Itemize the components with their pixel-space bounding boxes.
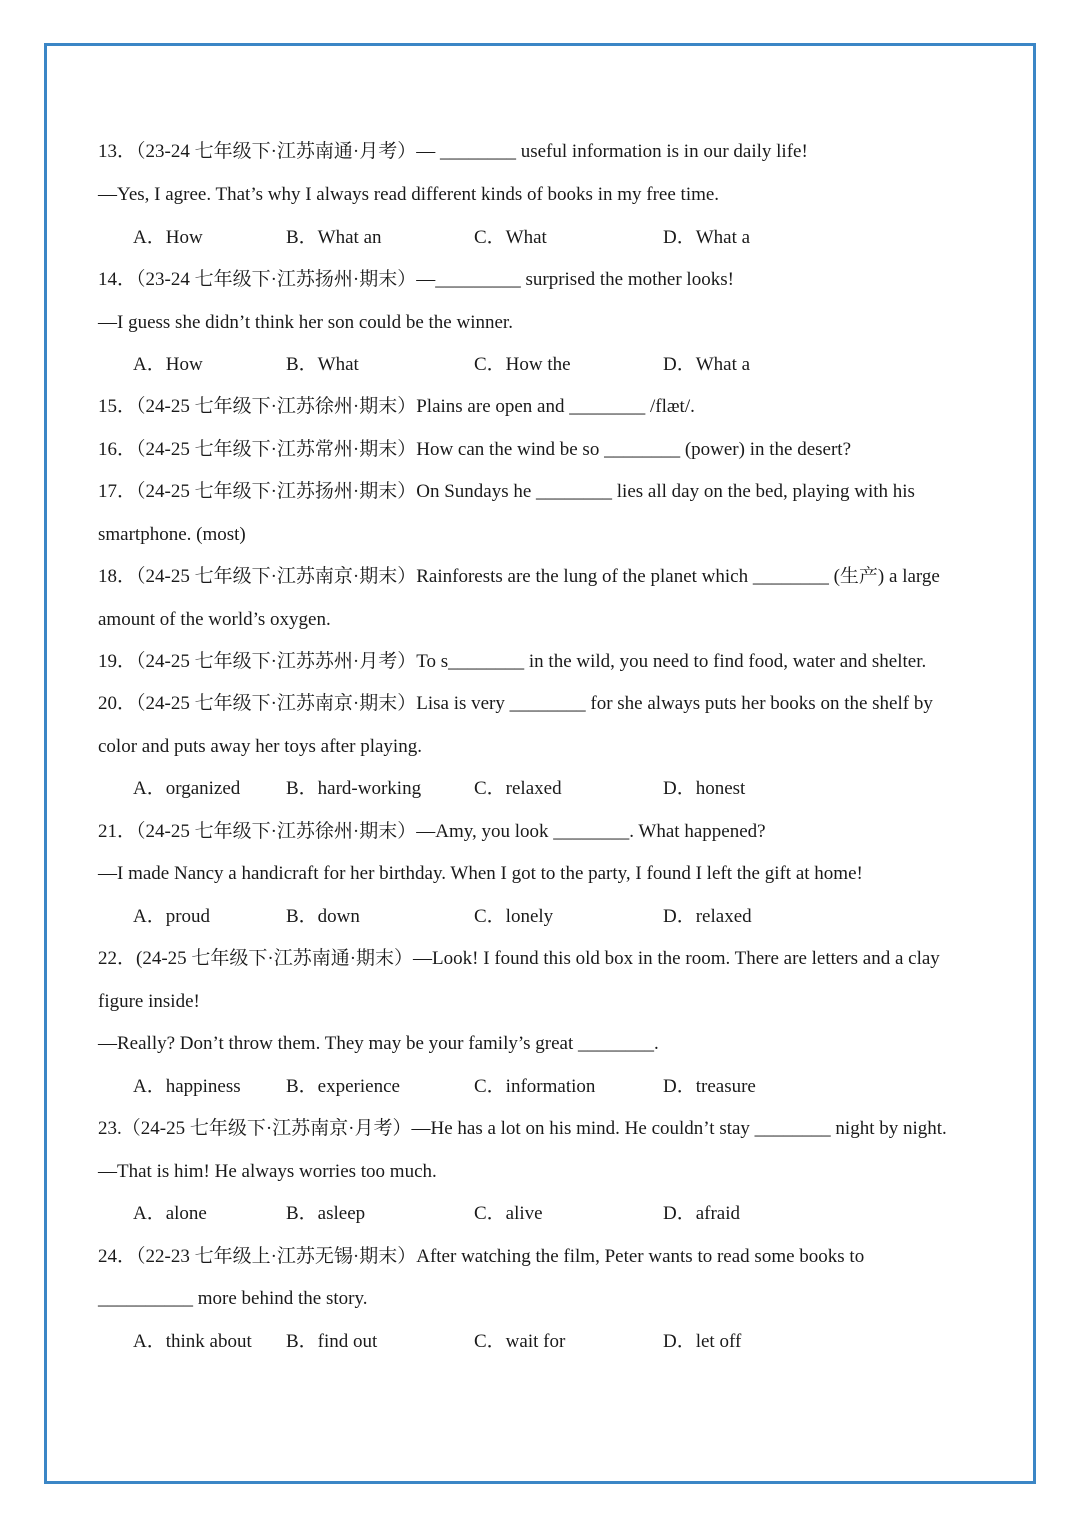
- question-21-stem: 21．（24-25 七年级下·江苏徐州·期末）—Amy, you look ________. What happened?: [98, 821, 766, 842]
- option-d: D．What a: [663, 227, 751, 248]
- option-d: D．What a: [663, 354, 751, 375]
- option-c: C．lonely: [474, 906, 554, 927]
- question-23-response: —That is him! He always worries too much.: [98, 1161, 437, 1182]
- question-23-options: [133, 1202, 833, 1226]
- option-c: C．relaxed: [474, 778, 562, 799]
- option-d: D．honest: [663, 778, 746, 799]
- option-b: B．What: [286, 354, 359, 375]
- question-21-options: [133, 905, 833, 929]
- question-21-response: —I made Nancy a handicraft for her birthday. When I got to the party, I found I left the gift at home!: [98, 863, 863, 884]
- option-b: B．down: [286, 906, 360, 927]
- option-a: A．alone: [133, 1203, 207, 1224]
- option-b: B．What an: [286, 227, 382, 248]
- option-b: B．asleep: [286, 1203, 366, 1224]
- question-13-stem: 13．（23-24 七年级下·江苏南通·月考）— ________ useful information is in our daily life!: [98, 141, 808, 162]
- option-a: A．think about: [133, 1331, 252, 1352]
- option-a: A．organized: [133, 778, 241, 799]
- option-a: A．How: [133, 354, 203, 375]
- question-24-options: [133, 1330, 833, 1354]
- option-c: C．wait for: [474, 1331, 566, 1352]
- question-20-options: [133, 777, 833, 801]
- question-20-continuation: color and puts away her toys after playing.: [98, 736, 422, 757]
- question-22-stem: 22．(24-25 七年级下·江苏南通·期末）—Look! I found this old box in the room. There are letters and a clay: [98, 948, 940, 969]
- question-17-stem: 17．（24-25 七年级下·江苏扬州·期末）On Sundays he ________ lies all day on the bed, playing with his: [98, 481, 915, 502]
- option-b: B．find out: [286, 1331, 378, 1352]
- option-a: A．proud: [133, 906, 211, 927]
- question-16-stem: 16．（24-25 七年级下·江苏常州·期末）How can the wind be so ________ (power) in the desert?: [98, 439, 852, 460]
- question-22-response: —Really? Don’t throw them. They may be your family’s great ________.: [98, 1033, 659, 1054]
- question-22-options: [133, 1075, 833, 1099]
- question-18-stem: 18．（24-25 七年级下·江苏南京·期末）Rainforests are the lung of the planet which ________ (生产) a large: [98, 566, 940, 587]
- question-18-continuation: amount of the world’s oxygen.: [98, 609, 331, 630]
- question-19-stem: 19．（24-25 七年级下·江苏苏州·月考）To s________ in the wild, you need to find food, water and shelter.: [98, 651, 927, 672]
- option-d: D．afraid: [663, 1203, 741, 1224]
- option-c: C．information: [474, 1076, 596, 1097]
- question-20-stem: 20．（24-25 七年级下·江苏南京·期末）Lisa is very ________ for she always puts her books on the shelf by: [98, 693, 933, 714]
- option-d: D．relaxed: [663, 906, 752, 927]
- question-13-options: [133, 226, 833, 250]
- question-23-stem: 23.（24-25 七年级下·江苏南京·月考）—He has a lot on his mind. He couldn’t stay ________ night by night.: [98, 1118, 947, 1139]
- question-14-stem: 14．（23-24 七年级下·江苏扬州·期末）—_________ surprised the mother looks!: [98, 269, 734, 290]
- question-13-response: —Yes, I agree. That’s why I always read different kinds of books in my free time.: [98, 184, 720, 205]
- option-a: A．happiness: [133, 1076, 241, 1097]
- option-a: A．How: [133, 227, 203, 248]
- question-14-response: —I guess she didn’t think her son could be the winner.: [98, 312, 513, 333]
- option-c: C．What: [474, 227, 547, 248]
- question-24-continuation: __________ more behind the story.: [98, 1288, 368, 1309]
- option-b: B．hard-working: [286, 778, 422, 799]
- option-d: D．treasure: [663, 1076, 756, 1097]
- option-c: C．alive: [474, 1203, 543, 1224]
- option-b: B．experience: [286, 1076, 400, 1097]
- question-22-continuation: figure inside!: [98, 991, 200, 1012]
- option-d: D．let off: [663, 1331, 742, 1352]
- question-15-stem: 15．（24-25 七年级下·江苏徐州·期末）Plains are open and ________ /flæt/.: [98, 396, 695, 417]
- question-14-options: [133, 353, 833, 377]
- option-c: C．How the: [474, 354, 571, 375]
- question-24-stem: 24．（22-23 七年级上·江苏无锡·期末）After watching the film, Peter wants to read some books to: [98, 1246, 865, 1267]
- question-17-continuation: smartphone. (most): [98, 524, 246, 545]
